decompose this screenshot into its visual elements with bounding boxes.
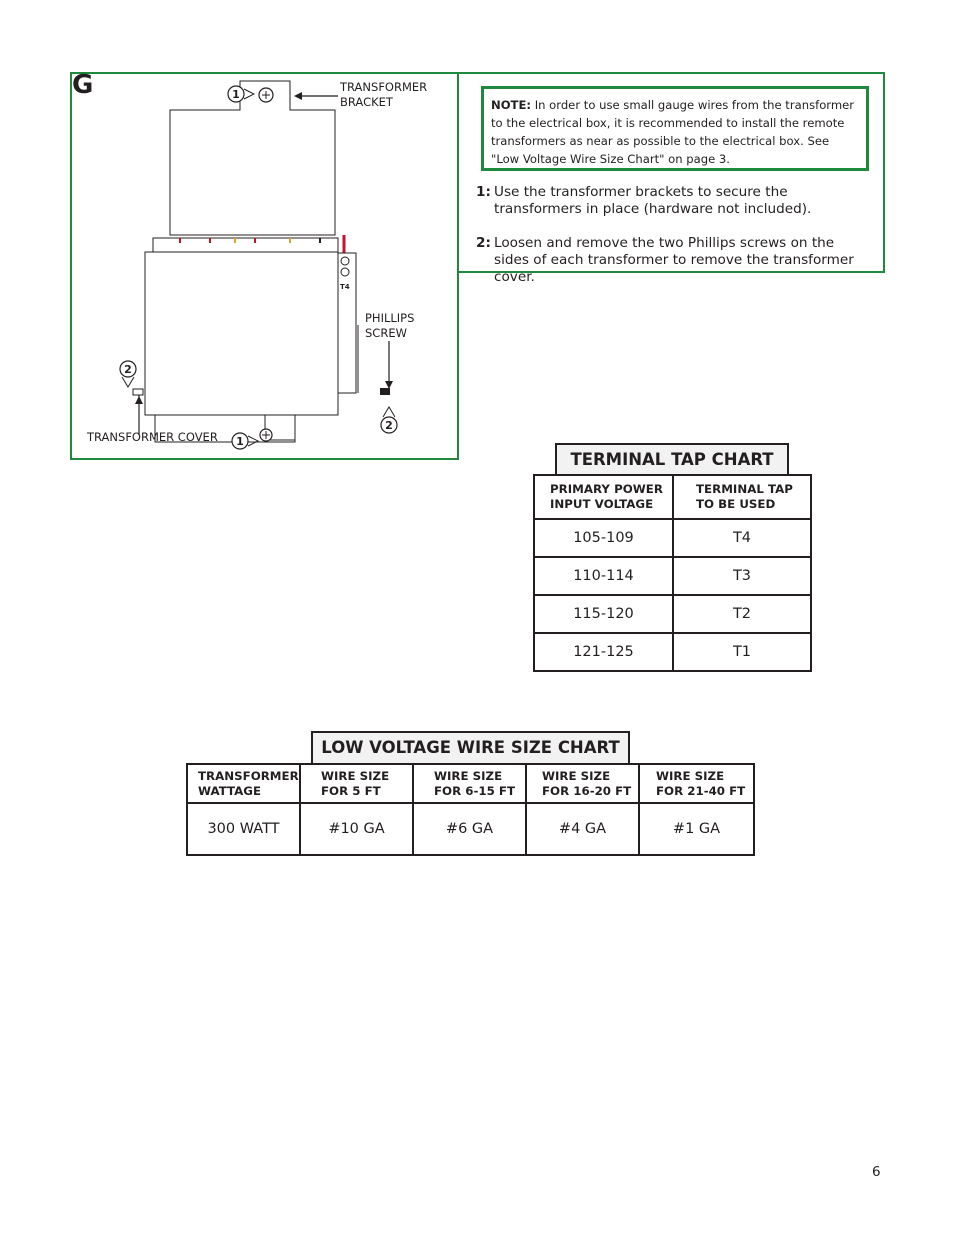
column-header: PRIMARY POWER INPUT VOLTAGE — [534, 475, 673, 519]
table-row — [187, 803, 754, 855]
terminal-tap-chart — [533, 474, 812, 672]
voltage-cell: 110-114 — [534, 557, 673, 595]
voltage-cell: 105-109 — [534, 519, 673, 557]
step-2 — [476, 235, 868, 286]
column-header: WIRE SIZE FOR 6-15 FT — [413, 764, 526, 803]
note-label: NOTE: — [491, 98, 532, 112]
phillips-screw-label: PHILLIPS SCREW — [365, 311, 415, 340]
step-text: Use the transformer brackets to secure the transformers in place (hardware not included). — [494, 184, 812, 217]
column-header: WIRE SIZE FOR 16-20 FT — [526, 764, 639, 803]
transformer-bracket-top — [170, 81, 335, 235]
column-header: WIRE SIZE FOR 5 FT — [300, 764, 413, 803]
svg-text:2: 2 — [385, 419, 393, 432]
tap-cell: T2 — [673, 595, 811, 633]
table-row — [534, 519, 811, 557]
wire-size-cell: #4 GA — [526, 803, 639, 855]
wire-size-cell: #1 GA — [639, 803, 754, 855]
table-header-row — [534, 475, 811, 519]
screw-icon — [133, 389, 143, 395]
step-number: 2: — [476, 235, 491, 251]
note-text: In order to use small gauge wires from the transformer to the electrical box, it is recommended to install the remote transformers as near as possible to the electrical box. See "Low Voltage Wire Size Chart" on page 3. — [491, 98, 855, 166]
svg-text:1: 1 — [232, 88, 240, 101]
note-box — [481, 86, 869, 171]
step-text: Loosen and remove the two Phillips screws on the sides of each transformer to remove the transformer cover. — [494, 235, 854, 285]
tap-cell: T3 — [673, 557, 811, 595]
tap-cell: T1 — [673, 633, 811, 671]
voltage-cell: 121-125 — [534, 633, 673, 671]
transformer-cover-label: TRANSFORMER COVER — [87, 430, 218, 444]
step-number: 1: — [476, 184, 491, 200]
table-row — [534, 557, 811, 595]
low-voltage-chart-title: LOW VOLTAGE WIRE SIZE CHART — [311, 731, 630, 765]
screw-icon — [380, 388, 390, 395]
transformer-diagram — [80, 75, 455, 455]
terminal-mark: T4 — [340, 283, 350, 291]
low-voltage-wire-size-chart — [186, 763, 755, 856]
terminal-tap-chart-title: TERMINAL TAP CHART — [555, 443, 789, 476]
wattage-cell: 300 WATT — [187, 803, 300, 855]
transformer-cover-shape — [145, 252, 338, 440]
tap-cell: T4 — [673, 519, 811, 557]
table-header-row — [187, 764, 754, 803]
column-header: WIRE SIZE FOR 21-40 FT — [639, 764, 754, 803]
svg-text:2: 2 — [124, 363, 132, 376]
table-row — [534, 633, 811, 671]
table-row — [534, 595, 811, 633]
svg-text:1: 1 — [236, 435, 244, 448]
section-letter: G — [72, 70, 94, 100]
transformer-bracket-label: TRANSFORMER BRACKET — [340, 80, 428, 109]
page-number: 6 — [872, 1164, 881, 1180]
wire-size-cell: #10 GA — [300, 803, 413, 855]
column-header: TERMINAL TAP TO BE USED — [673, 475, 811, 519]
voltage-cell: 115-120 — [534, 595, 673, 633]
wire-size-cell: #6 GA — [413, 803, 526, 855]
column-header: TRANSFORMER WATTAGE — [187, 764, 300, 803]
step-1 — [476, 184, 868, 218]
